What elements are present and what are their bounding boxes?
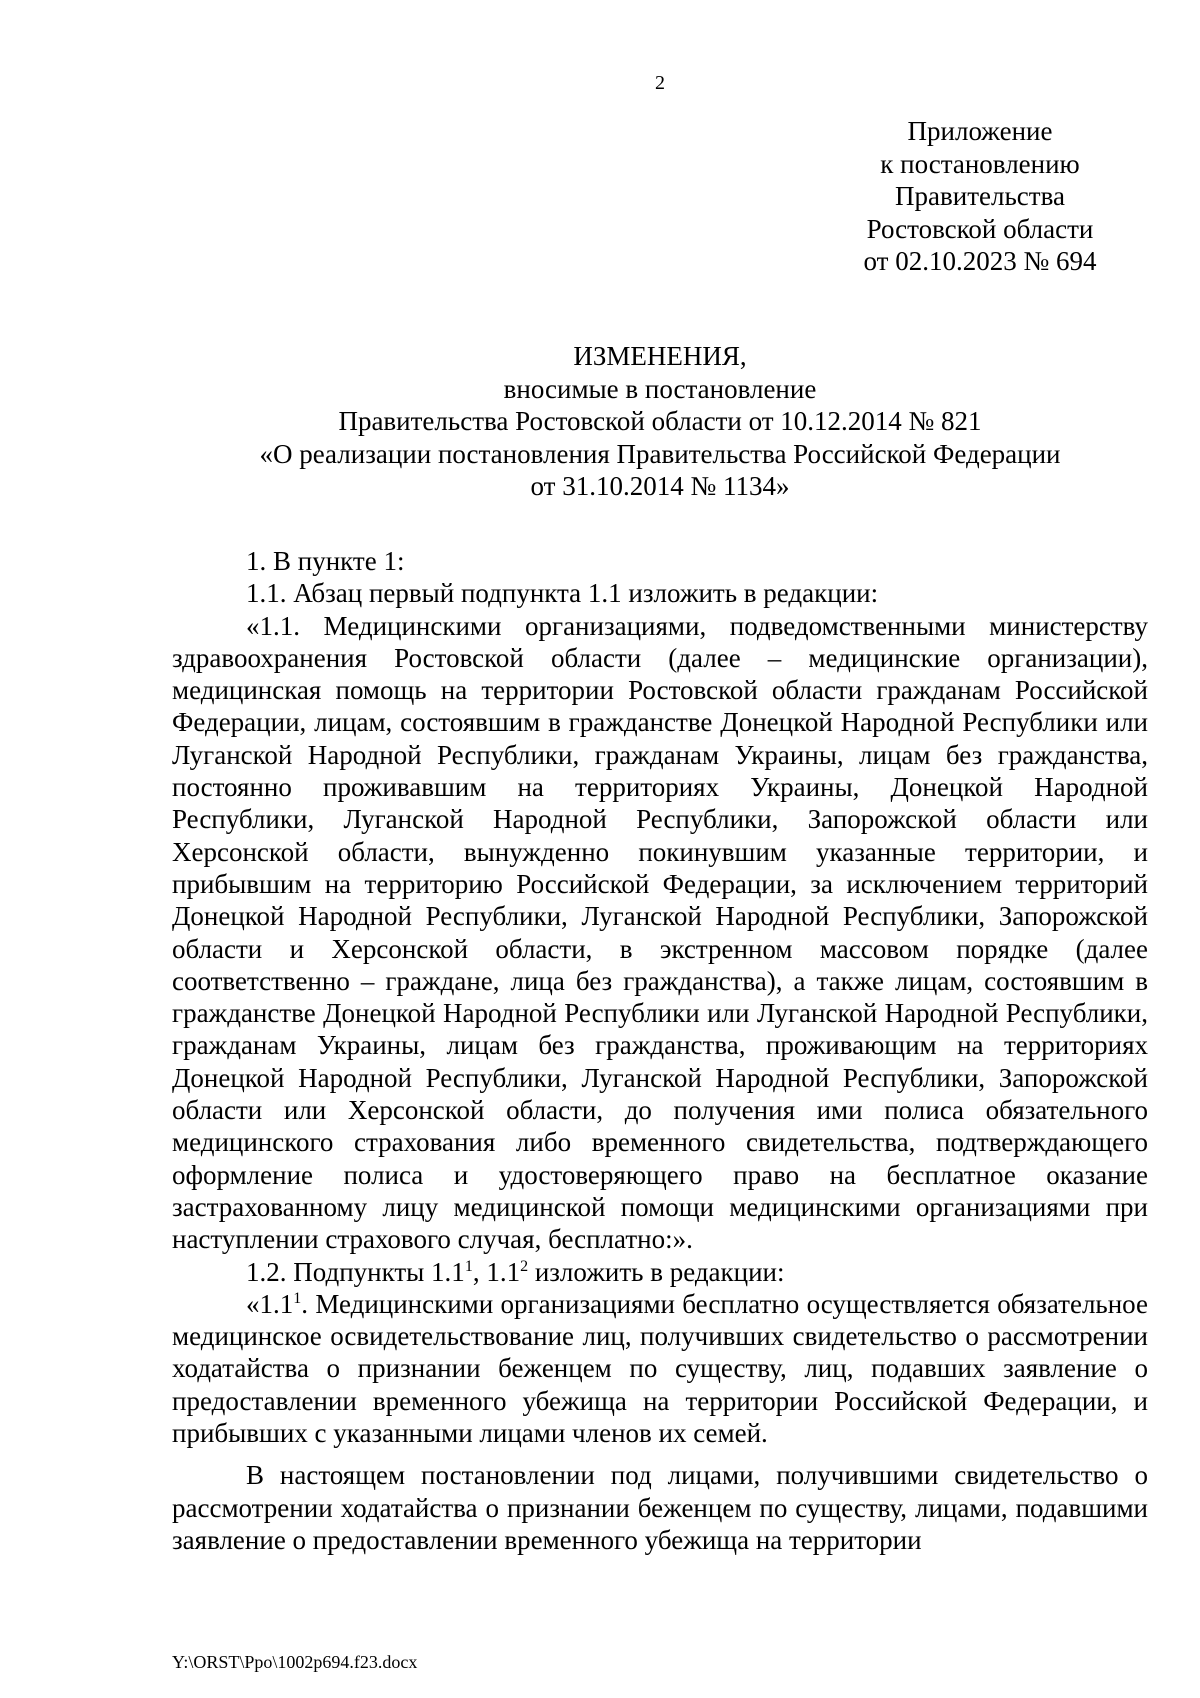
- paragraph-item-1: 1. В пункте 1:: [246, 546, 405, 576]
- title-subtitle-line-1: вносимые в постановление: [503, 373, 817, 404]
- paragraph-quote-1-1-1: [172, 1288, 1148, 1449]
- paragraph-quote-1-1-1-text-a: «1.1: [246, 1288, 294, 1319]
- paragraph-quote-1-1-1-text-b: . Медицинскими организациями бесплатно осуществляется обязательное медицинское освидетельствование лиц, получивших свидетельство о рассмотрении ходатайства о признании беженцем по существу, лиц, подавших заявление о предоставлении временного убежища на территории Российской Федерации, и прибывших с указанными лицами членов их семей.: [172, 1288, 1148, 1449]
- paragraph-item-1-1: 1.1. Абзац первый подпункта 1.1 изложить в редакции:: [246, 578, 879, 609]
- paragraph-item-1-2-text-a: 1.2. Подпункты 1.1: [246, 1256, 465, 1287]
- document-body: [172, 545, 1148, 1556]
- title-subtitle-line-2: Правительства Ростовской области от 10.12.2014 № 821: [338, 406, 982, 436]
- approval-line-resolution: к постановлению: [880, 148, 1080, 179]
- paragraph-item-1-2-text-c: изложить в редакции:: [528, 1256, 785, 1287]
- paragraph-item-1-2: [172, 1256, 1148, 1288]
- superscript-2: 2: [520, 1257, 529, 1275]
- title-subtitle-line-3: «О реализации постановления Правительства Российской Федерации: [259, 438, 1061, 469]
- paragraph-item-1-2-text-b: , 1.1: [472, 1256, 521, 1287]
- superscript-1: 1: [464, 1257, 473, 1275]
- paragraph-definition: В настоящем постановлении под лицами, получившими свидетельство о рассмотрении ходатайства о признании беженцем по существу, лицами, подавшими заявление о предоставлении временного убежища на территории: [172, 1460, 1148, 1555]
- paragraph-quote-1-1: «1.1. Медицинскими организациями, подведомственными министерству здравоохранения Ростовской области (далее – медицинские организации), медицинская помощь на территории Ростовской области гражданам Российской Федерации, лицам, состоявшим в гражданстве Донецкой Народной Республики или Луганской Народной Республики, гражданам Украины, лицам без гражданства, постоянно проживавшим на территориях Украины, Донецкой Народной Республики, Луганской Народной Республики, Запорожской области или Херсонской области, вынужденно покинувшим указанные территории, и прибывшим на территорию Российской Федерации, за исключением территорий Донецкой Народной Республики, Луганской Народной Республики, Запорожской области и Херсонской области, в экстренном массовом порядке (далее соответственно – граждане, лица без гражданства), а также лицам, состоявшим в гражданстве Донецкой Народной Республики или Луганской Народной Республики, гражданам Украины, лицам без гражданства, проживающим на территориях Донецкой Народной Республики, Луганской Народной Республики, Запорожской области или Херсонской области, до получения ими полиса обязательного медицинского страхования либо временного свидетельства, подтверждающего оформление полиса и удостоверяющего право на бесплатное оказание застрахованному лицу медицинской помощи медицинскими организациями при наступлении страхового случая, бесплатно:».: [172, 610, 1148, 1255]
- document-title: [172, 340, 1148, 503]
- approval-stamp: [830, 115, 1130, 278]
- title-heading: ИЗМЕНЕНИЯ,: [573, 341, 747, 371]
- approval-line-appendix: Приложение: [907, 116, 1053, 146]
- approval-line-date-number: от 02.10.2023 № 694: [863, 246, 1097, 276]
- superscript-3: 1: [293, 1289, 302, 1307]
- page-number: 2: [655, 72, 665, 94]
- approval-line-government: Правительства: [895, 181, 1065, 211]
- title-subtitle-line-4: от 31.10.2014 № 1134»: [530, 471, 790, 501]
- footer-file-path: Y:\ORST\Ppo\1002p694.f23.docx: [172, 1652, 418, 1672]
- approval-line-region: Ростовской области: [866, 213, 1094, 244]
